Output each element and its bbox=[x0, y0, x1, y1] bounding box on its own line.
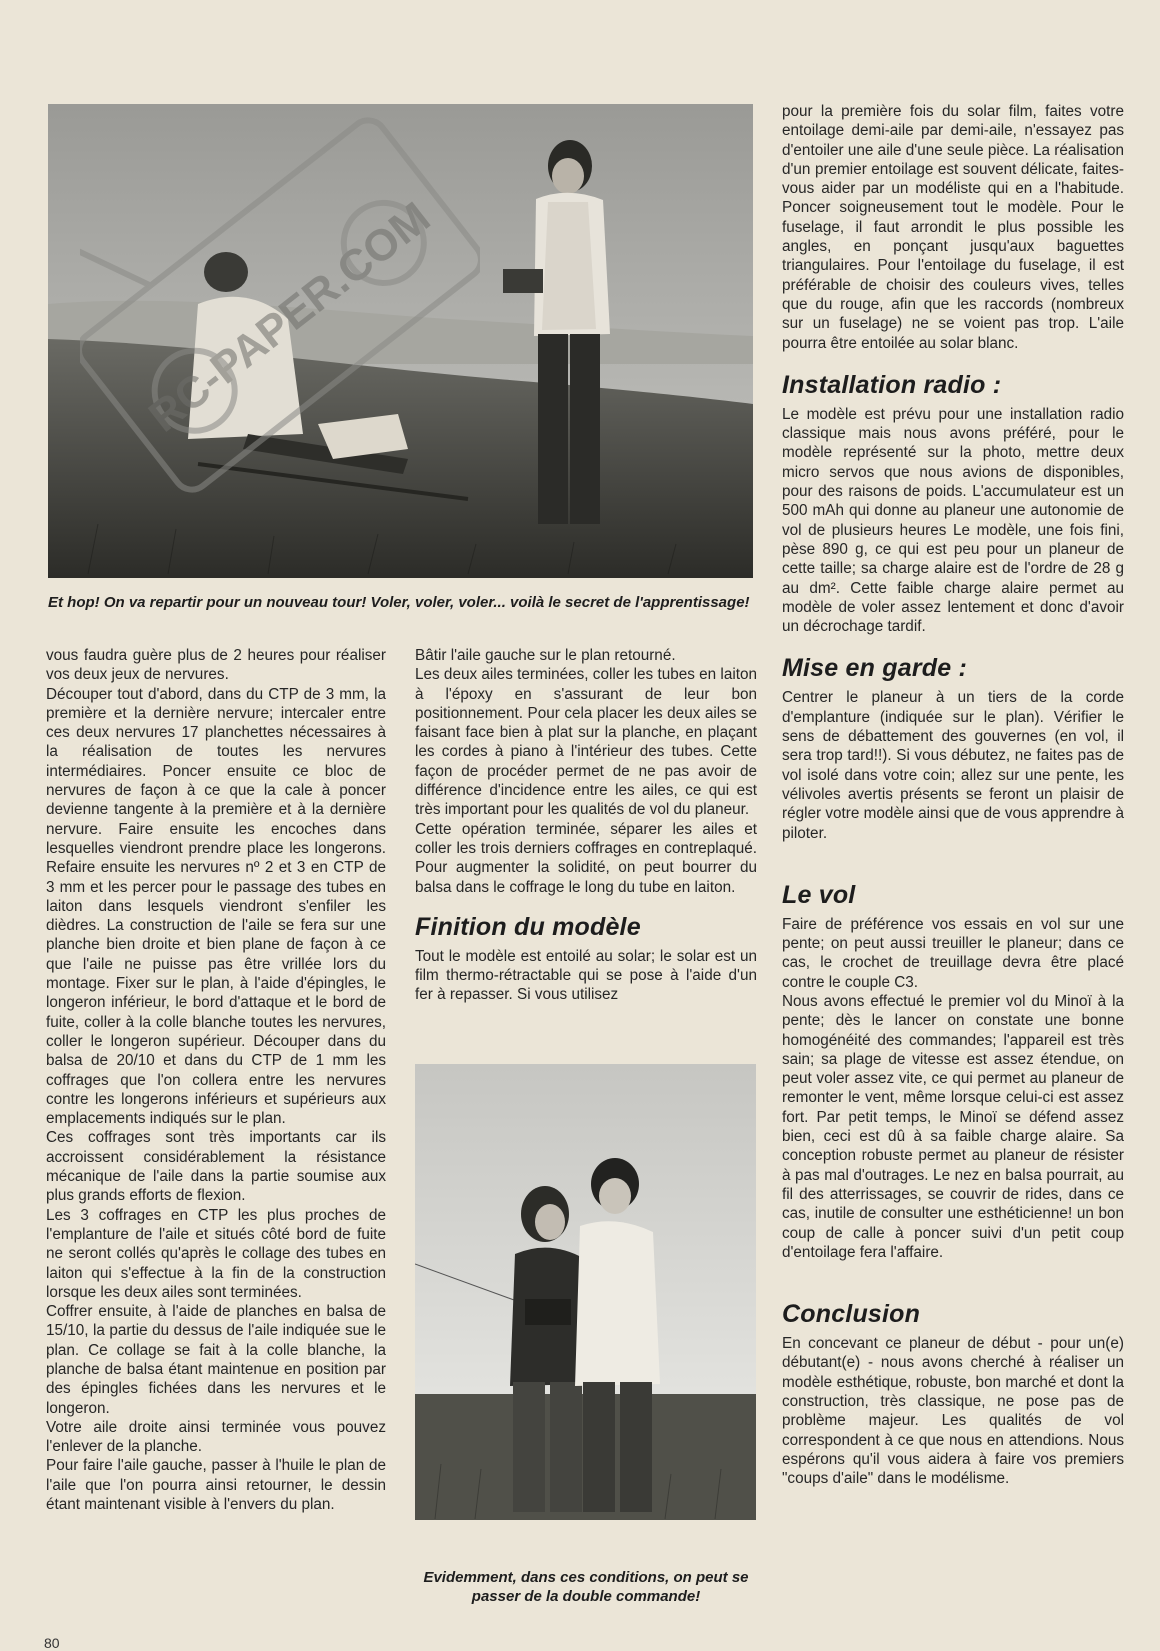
right-paragraph: En concevant ce planeur de début - pour un(e) débutant(e) - nous avons cherché à réaliser un modèle esthétique, robuste, bon marché et dont la construction, très classique, ne pose pas de problème majeur. Les qualités de vol correspondent à ce que nous en attendions. Nous espérons qu'il vous aidera à faire vos premiers "coups d'aile" dans le modélisme. bbox=[782, 1335, 1124, 1488]
column-middle bbox=[415, 646, 757, 1005]
left-paragraph: Ces coffrages sont très importants car ils accroissent considérablement la résistance mécanique de l'aile dans la partie soumise aux plus grands efforts de flexion. bbox=[46, 1129, 386, 1205]
left-paragraph: vous faudra guère plus de 2 heures pour réaliser vos deux jeux de nervures. bbox=[46, 647, 386, 684]
left-paragraph: Les 3 coffrages en CTP les plus proches de l'emplanture de l'aile et situés côté bord de fuite ne seront collés qu'après le collage des tubes en laiton qui s'effectue à la fin de la construction lorsque les deux ailes sont terminées. bbox=[46, 1206, 386, 1301]
page-number: 80 bbox=[44, 1635, 60, 1651]
left-paragraph: Pour faire l'aile gauche, passer à l'huile le plan de l'aile que l'on pourra ainsi retourner, le dessin étant maintenant visible à l'envers du plan. bbox=[46, 1457, 386, 1514]
left-paragraph: Découper tout d'abord, dans du CTP de 3 mm, la première et la dernière nervure; intercaler entre ces deux nervures 17 planchettes nécessaires à la réalisation de toutes les nervures intermédiaires. Poncer ensuite ce bloc de nervures de façon à ce que la cale à poncer devienne tangente à la première et à la dernière nervure. Faire ensuite les encoches dans lesquelles viendront prendre place les longerons. Refaire ensuite les nervures nº 2 et 3 en CTP de 3 mm et les percer pour le passage des tubes en laiton dans lesquels viendront s'enfiler les dièdres. La construction de l'aile se fera sur une planche bien droite et bien plane de façon à ce que l'aile ne puisse pas être vrillée lors du montage. Fixer sur le plan, à l'aide d'épingles, le longeron inférieur, le bord d'attaque et le bord de fuite, coller à la colle blanche toutes les nervures, coller le longeron supérieur. Découper dans du balsa de 20/10 et dans du CTP de 1 mm les coffrages que l'on collera entre les nervures contre les longerons inférieurs et supérieurs aux emplacements indiqués sur le plan. bbox=[46, 685, 386, 1128]
heading-installation-radio: Installation radio : bbox=[782, 370, 1002, 399]
heading-conclusion: Conclusion bbox=[782, 1300, 921, 1329]
mid-paragraph: Bâtir l'aile gauche sur le plan retourné. bbox=[415, 647, 676, 664]
watermark-text: RC-PAPER.COM bbox=[139, 192, 440, 442]
right-paragraph: Nous avons effectué le premier vol du Minoï à la pente; dès le lancer on constate une bonne homogénéité des commandes; l'appareil est très sain; sa plage de vitesse est assez étendue, on peut voler assez vite, ce qui permet au planeur de remonter le vent, même lorsque celui-ci est assez fort. Par petit temps, le Minoï se défend assez bien, ceci est dû à sa faible charge alaire. Sa conception robuste permet au planeur de résister à pas mal d'outrages. Le nez en balsa pourrait, au fil des atterrissages, se couvrir de rides, dans ce cas, inutile de consulter une esthéticienne! un bon coup de calle à poncer suivi d'un petit coup d'entoilage fera l'affaire. bbox=[782, 992, 1124, 1261]
photo-couple-flying bbox=[415, 1064, 756, 1520]
heading-finition: Finition du modèle bbox=[415, 912, 641, 941]
left-paragraph: Votre aile droite ainsi terminée vous pouvez l'enlever de la planche. bbox=[46, 1418, 386, 1456]
right-paragraph: Centrer le planeur à un tiers de la corde d'emplanture (indiquée sur le plan). Vérifier le sens de débattement des gouvernes (en vol, il sera trop tard!!). Si vous débutez, ne faites pas de vol isolé dans votre coin; allez sur une pente, les vélivoles avertis présents se feront un plaisir de régler votre modèle ainsi que de vous apprendre à piloter. bbox=[782, 689, 1124, 842]
photo2-caption: Evidemment, dans ces conditions, on peut se passer de la double commande! bbox=[423, 1569, 749, 1605]
photo1-caption: Et hop! On va repartir pour un nouveau tour! Voler, voler, voler... voilà le secret de l'apprentissage! bbox=[48, 594, 750, 611]
column-right bbox=[782, 102, 1124, 1489]
mid-paragraph: Cette opération terminée, séparer les ailes et coller les trois derniers coffrages en contreplaqué. Pour augmenter la solidité, on peut bourrer du balsa dans le coffrage le long du tube en laiton. bbox=[415, 820, 757, 896]
watermark-logo bbox=[80, 90, 480, 520]
mid-paragraph: Les deux ailes terminées, coller les tubes en laiton à l'époxy en s'assurant de leur bon positionnement. Pour cela placer les deux ailes se faisant face bien à plat sur la planche, en plaçant les cordes à piano à l'intérieur des tubes. Cette façon de procéder permet de ne pas avoir de différence d'incidence entre les ailes, ce qui est très important pour les qualités de vol du planeur. bbox=[415, 666, 757, 819]
column-left bbox=[46, 646, 386, 1514]
photo-couple-illustration bbox=[415, 1064, 756, 1520]
heading-mise-en-garde: Mise en garde : bbox=[782, 654, 967, 683]
right-paragraph: Le modèle est prévu pour une installation radio classique mais nous avons préféré, pour le modèle représenté sur la photo, mettre deux micro servos que nous avions de disponibles, pour des raisons de poids. L'accumulateur est un 500 mAh qui donne au planeur une autonomie de vol de plusieurs heures Le modèle, une fois fini, pèse 890 g, ce qui est peu pour un planeur de cette taille; sa charge alaire est de l'ordre de 28 g au dm². Cette faible charge alaire permet au modèle de voler assez lentement et donc d'avoir un décrochage tardif. bbox=[782, 405, 1124, 636]
right-paragraph: pour la première fois du solar film, faites votre entoilage demi-aile par demi-aile, n'essayez pas d'entoiler une aile d'une seule pièce. La réalisation d'un premier entoilage est souvent délicate, faites-vous aider par un modéliste qui en a l'habitude. Poncer soigneusement tout le modèle. Pour le fuselage, il faut arrondit le plus possible les angles, en ponçant jusqu'aux baguettes triangulaires. Pour l'entoilage du fuselage, il est préférable de choisir des couleurs vives, telles que du rouge, afin que les raccords (nombreux sur un fuselage) ne se voient pas trop. L'aile pourra être entoilée au solar blanc. bbox=[782, 103, 1124, 352]
left-paragraph: Coffrer ensuite, à l'aide de planches en balsa de 15/10, la partie du dessus de l'aile indiquée sue le plan. Ce collage se fait à la colle blanche, la planche de balsa étant maintenue en position par des épingles fichées dans les nervures et le longeron. bbox=[46, 1303, 386, 1417]
heading-le-vol: Le vol bbox=[782, 880, 856, 909]
mid-paragraph: Tout le modèle est entoilé au solar; le solar est un film thermo-rétractable qui se pose à l'aide d'un fer à repasser. Si vous utilisez bbox=[415, 947, 757, 1004]
right-paragraph: Faire de préférence vos essais en vol sur une pente; on peut aussi treuiller le planeur; dans ce cas, le crochet de treuillage devra être placé contre le couple C3. bbox=[782, 915, 1124, 991]
